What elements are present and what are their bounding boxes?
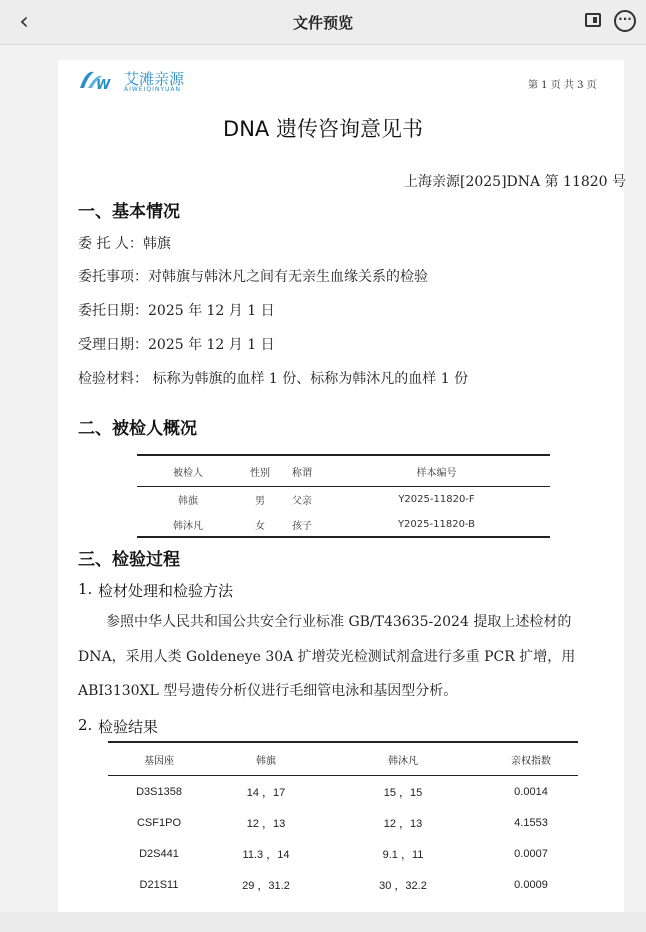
table-cell: D3S1358: [136, 785, 182, 798]
table-cell: 29 ，31.2: [242, 879, 290, 892]
company-logo: [78, 66, 198, 94]
subsection-number: 1.: [78, 580, 93, 598]
section-heading-basic-info: 一、基本情况: [78, 202, 180, 222]
table-row: [108, 869, 578, 900]
table-row: [108, 838, 578, 869]
table-cell: 父亲: [292, 496, 312, 507]
reference-number: 上海亲源[2025]DNA 第 11820 号: [404, 174, 627, 190]
table-header-cell: 韩旗: [210, 742, 322, 776]
table-cell: 14 ，17: [246, 786, 286, 799]
table-header-cell: 韩沐凡: [322, 742, 484, 776]
info-line-matter: 委托事项：对韩旗与韩沐凡之间有无亲生血缘关系的检验: [78, 269, 428, 285]
table-header-cell: 称谓: [281, 455, 323, 487]
table-cell: 孩子: [281, 512, 323, 537]
info-line-materials: 检验材料： 标称为韩旗的血样 1 份、标称为韩沐凡的血样 1 份: [78, 371, 469, 387]
page-title: 文件预览: [292, 14, 353, 32]
table-cell: 韩沐凡: [137, 512, 239, 537]
table-cell: CSF1PO: [136, 816, 181, 829]
table-cell: 9.1 ，11: [382, 848, 424, 861]
table-cell: 30 ，32.2: [379, 879, 427, 892]
table-cell: 12 ，13: [383, 817, 423, 830]
table-cell: 15 ，15: [383, 786, 423, 799]
document-title: DNA 遗传咨询意见书: [223, 117, 423, 141]
table-cell: 0.0014: [514, 785, 548, 798]
table-cell: 11.3 ，14: [242, 848, 290, 861]
table-row: [137, 512, 550, 537]
table-cell: Y2025-11820-F: [398, 494, 475, 505]
info-line-acceptance-date: 受理日期：2025 年 12 月 1 日: [78, 337, 275, 353]
subsection-number: 2.: [78, 716, 93, 734]
page-indicator: 第 1 页 共 3 页: [528, 80, 597, 91]
table-header-row: [108, 742, 578, 776]
table-cell: D2S441: [139, 847, 179, 860]
results-table: [108, 741, 578, 900]
table-cell: 男: [255, 496, 265, 507]
subsection-heading-method: 检材处理和检验方法: [98, 582, 234, 600]
table-header-cell: 亲权指数: [484, 742, 578, 776]
method-paragraph-line: ABI3130XL 型号遗传分析仪进行毛细管电泳和基因型分析。: [78, 683, 458, 699]
table-row: [108, 776, 578, 808]
svg-text:W: W: [96, 78, 111, 92]
table-row: [108, 807, 578, 838]
table-cell: 女: [239, 512, 281, 537]
table-cell: D21S11: [139, 878, 179, 891]
table-cell: 0.0009: [514, 878, 548, 891]
table-row: [137, 487, 550, 513]
table-header-cell: 性别: [239, 455, 281, 487]
table-cell: 韩旗: [178, 496, 198, 507]
table-header-cell: 基因座: [108, 742, 210, 776]
table-header-cell: 被检人: [137, 455, 239, 487]
section-heading-process: 三、检验过程: [78, 550, 180, 570]
table-cell: 12 ，13: [246, 817, 286, 830]
table-cell: 0.0007: [514, 847, 548, 860]
table-header-row: [137, 455, 550, 487]
more-icon[interactable]: ···: [614, 10, 636, 32]
logo-mark-icon: [78, 68, 118, 92]
logo-text-en: AIWEIQINYUAN: [124, 86, 181, 93]
bottom-bar: [0, 912, 646, 932]
back-arrow-icon[interactable]: ‹: [19, 7, 29, 35]
table-cell: Y2025-11820-B: [323, 512, 550, 537]
section-heading-subjects: 二、被检人概况: [78, 419, 197, 439]
method-paragraph-line: 参照中华人民共和国公共安全行业标准 GB/T43635-2024 提取上述检材的: [106, 614, 572, 630]
subjects-table: [137, 454, 550, 538]
info-line-client: 委 托 人：韩旗: [78, 236, 171, 252]
info-line-commission-date: 委托日期：2025 年 12 月 1 日: [78, 303, 275, 319]
table-header-cell: 样本编号: [323, 455, 550, 487]
table-cell: 4.1553: [514, 816, 548, 829]
subsection-heading-results: 检验结果: [98, 718, 159, 736]
method-paragraph-line: DNA，采用人类 Goldeneye 30A 扩增荧光检测试剂盒进行多重 PCR 扩增，用: [78, 649, 576, 665]
logo-text-cn: 艾滩亲源: [124, 70, 185, 88]
